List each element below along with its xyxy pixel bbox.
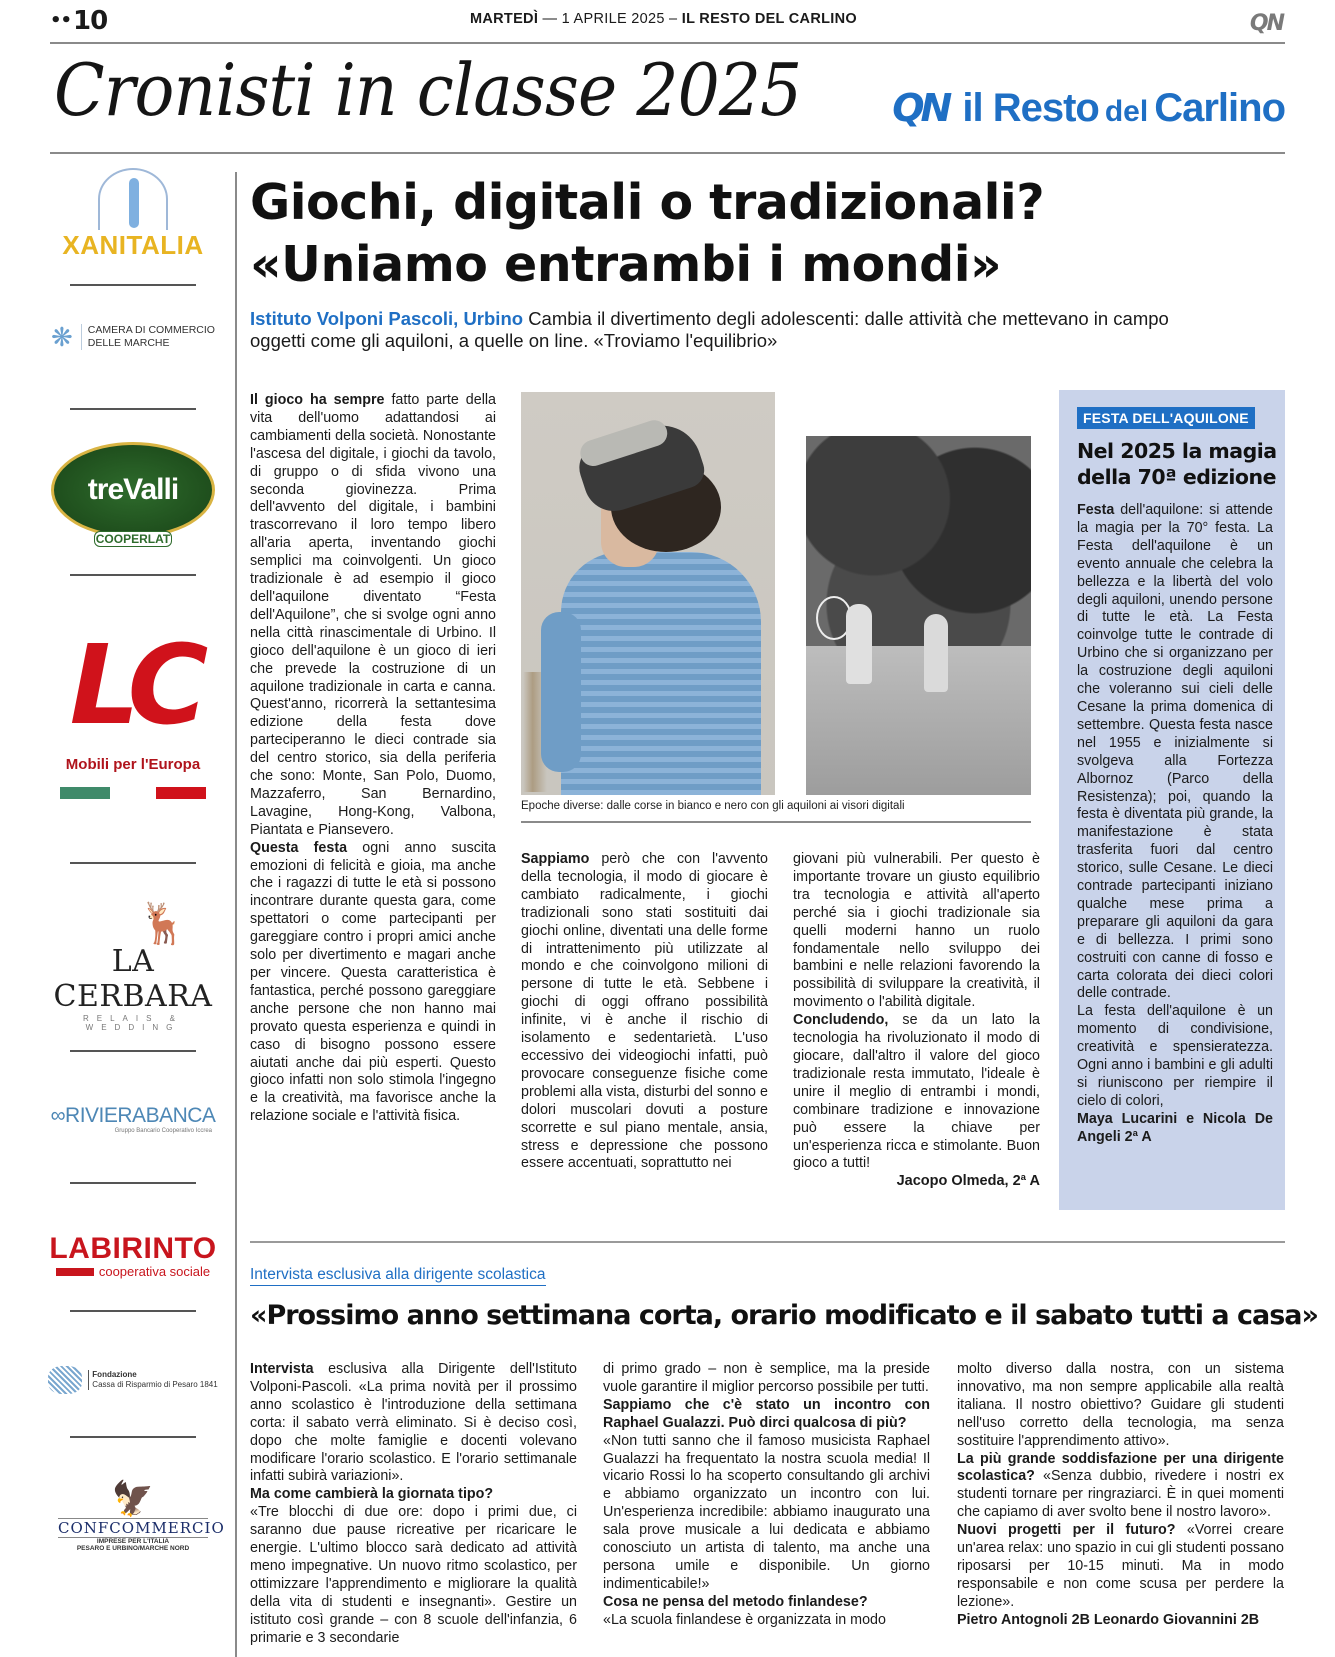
- photo-children-kites: [806, 436, 1031, 795]
- sponsor-subname: COOPERLAT: [95, 532, 171, 546]
- sidebox-body: [1077, 502, 1273, 1147]
- page-number: ••10: [50, 6, 108, 36]
- interview-answer: «La scuola finlandese è organizzata in modo: [603, 1611, 886, 1628]
- paragraph: [1077, 502, 1273, 1003]
- sidebox-tag: FESTA DELL'AQUILONE: [1077, 407, 1255, 429]
- carlino-logo: [892, 86, 1285, 131]
- sponsor-divider: [70, 408, 196, 410]
- paragraph-text: però che con l'avvento della tecnologia, il modo di giocare è cambiato radicalmente, i giochi tradizionali sono stati sostituiti dai giochi online, diventati una delle forme di intrattenimento più utilizzate al mondo e che coinvolgono milioni di persone di tutte le età. Sebbene i giochi di oggi offrano possibilità infinite, vi è anche il rischio di isolamento e sedentarietà. L'uso eccessivo dei videogiochi infatti, può provocare conseguenze fisiche come problemi alla vista, disturbi del sonno e dolori muscolari dovuti a posture scorrette e sul piano mentale, ansia, stress e depressione che possono essere accentuati, soprattutto nei: [521, 851, 768, 1172]
- article-column-3: [793, 851, 1040, 1191]
- fondazione-knot-icon: [48, 1366, 82, 1394]
- sponsor-divider: [70, 1050, 196, 1052]
- paragraph-text: dell'aquilone: si attende la magia per la 70° festa. La Festa dell'aquilone è un evento annuale che celebra la bellezza e la libertà del volo degli aquiloni, unendo persone di tutte le età. La Festa coinvolge tutte le contrade di Urbino che si organizzano per la costruzione degli aquiloni che voleranno sui cieli delle Cesane la prima domenica di settembre. Questa festa nasce nel 1955 e inizialmente si svolgeva alla Fortezza Albornoz (Parco della Resistenza); poi, quando la festa è diventata più grande, la manifestazione è stata trasferita fuori dal centro storico, sulle Cesane. Le dieci contrade partecipanti iniziano qualche mese prima a preparare gli aquiloni da gara e di bellezza. I primi sono costruiti con canne di fosso e carta colorata dei dieci colori delle contrade.: [1077, 502, 1273, 1002]
- sponsor-divider: [70, 1310, 196, 1312]
- sponsor-camera-commercio: [48, 324, 218, 350]
- masthead-rule: [50, 152, 1285, 154]
- interview-answer: «Non tutti sanno che il famoso musicista Raphael Gualazzi ha frequentato la nostra scuola media! Il vicario Rossi lo ha scoperto consultando gli archivi e abbiamo organizzato un incontro con lui. Un'esperienza incredibile: abbiamo inaugurato una sala prove musicale a lui dedicata e abbiamo conosciuto un artista di talento, ma anche una persona umile e disponibile. Un giorno indimenticabile!»: [603, 1432, 930, 1592]
- paragraph: [793, 1012, 1040, 1173]
- masthead: [50, 48, 1285, 148]
- sponsor-divider: [70, 574, 196, 576]
- sponsor-divider: [70, 862, 196, 864]
- sponsor-name: LABIRINTO: [49, 1232, 217, 1265]
- interview-column-1: [250, 1361, 577, 1648]
- top-rule: [50, 42, 1285, 44]
- article-byline: Jacopo Olmeda, 2ª A: [896, 1173, 1040, 1190]
- eagle-icon: 🦅: [111, 1480, 155, 1518]
- article-kicker: Istituto Volponi Pascoli, Urbino: [250, 308, 524, 329]
- photo-shirt: [561, 552, 761, 795]
- sidebar-vertical-rule: [235, 172, 237, 1657]
- sponsor-lc: [48, 621, 218, 799]
- sponsor-xanitalia: [48, 168, 218, 261]
- labirinto-bar: [56, 1268, 94, 1276]
- interview-column-2: [603, 1361, 930, 1630]
- article-subhead: [250, 308, 1170, 352]
- paragraph: [250, 1361, 577, 1486]
- sponsor-subname: IMPRESE PER L'ITALIA: [96, 1538, 170, 1545]
- sponsor-sidebar: [48, 160, 225, 1657]
- paragraph-lead: Concludendo,: [793, 1012, 889, 1029]
- paragraph-text: se da un lato la tecnologia ha rivoluzionato il modo di giocare, dall'altro il valore del gioco tradizionale resta immutato, l'ideale è unire il meglio di entrambi i mondi, combinare tradizione e innovazione può essere la chiave per un'esperienza ricca e stimolante. Buon gioco a tutti!: [793, 1012, 1040, 1172]
- qn-logo-small: QN: [1249, 11, 1283, 36]
- paragraph: [521, 851, 768, 1173]
- sponsor-year: 1841: [199, 1380, 218, 1389]
- photo-caption: Epoche diverse: dalle corse in bianco e nero con gli aquiloni ai visori digitali: [521, 800, 905, 812]
- sponsor-name: Fondazione: [92, 1369, 137, 1379]
- sponsor-subname: cooperativa sociale: [98, 1264, 211, 1279]
- paragraph-lead: Il gioco ha sempre: [250, 392, 385, 408]
- sponsor-subname: Mobili per l'Europa: [65, 756, 201, 773]
- headline-line-2: «Uniamo entrambi i mondi»: [250, 236, 1002, 293]
- sponsor-divider: [70, 1436, 196, 1438]
- newspaper-name: IL RESTO DEL CARLINO: [681, 11, 857, 27]
- xanitalia-figure-icon: [98, 168, 168, 230]
- sponsor-labirinto: [48, 1232, 218, 1279]
- section-rule: [250, 1241, 1285, 1243]
- sponsor-rivierabanca: [48, 1104, 218, 1134]
- interview-question: Nuovi progetti per il futuro?: [957, 1522, 1176, 1539]
- interview-question: Sappiamo che c'è stato un incontro con Raphael Gualazzi. Può dirci qualcosa di più?: [603, 1396, 930, 1431]
- sponsor-la-cerbara: [48, 904, 218, 1032]
- sponsor-trevalli: [48, 442, 218, 546]
- paragraph: La festa dell'aquilone è un momento di condivisione, creatività e spensieratezza. Ogni anno i bambini e gli adulti si riuniscono per riempire il cielo di colori,: [1077, 1003, 1273, 1109]
- sponsor-name: XANITALIA: [62, 230, 204, 260]
- date-sep: —: [542, 11, 562, 27]
- date: 1 APRILE 2025: [561, 11, 665, 27]
- paragraph-text: ogni anno suscita emozioni di felicità e gioia, ma anche che i ragazzi di tutte le età si possono incontrare durante questa gara, come spettatori o come partecipanti per gareggiare contro i propri amici anche solo per divertimento e magari anche per vincere. Questa caratteristica è fantastica, perché possono gareggiare anche persone che non hanno mai provato questa esperienza e quindi in caso di bisogno possono essere aiutati anche dai più esperti. Questo gioco infatti non solo stimola l'ingegno e la creatività, ma favorisce anche la relazione sociale e l'attività fisica.: [250, 839, 496, 1125]
- paragraph-lead: Festa: [1077, 502, 1115, 518]
- interview-byline: Pietro Antognoli 2B Leonardo Giovannini 2B: [957, 1611, 1260, 1628]
- date-sep-2: –: [669, 11, 682, 27]
- paragraph-text: esclusiva alla Dirigente dell'Istituto Volponi-Pascoli. «La prima novità per il prossimo anno scolastico è l'introduzione della settimana corta: il sabato verrà eliminato. Si è deciso così, dopo che molte famiglie e docenti volevano modificare l'orario scolastico. E l'orario settimanale infatti subirà variazioni».: [250, 1361, 577, 1485]
- photo-child-2: [924, 614, 948, 692]
- article-column-2: [521, 851, 768, 1173]
- page-header: [50, 6, 1285, 42]
- interview-question: Cosa ne pensa del metodo finlandese?: [603, 1593, 868, 1610]
- weekday: MARTEDÌ: [470, 11, 539, 27]
- sponsor-name: RIVIERABANCA: [65, 1104, 216, 1127]
- paragraph: [250, 840, 496, 1127]
- interview-answer: «Vorrei creare un'area relax: uno spazio in cui gli studenti possano riposarsi per 10-15 minuti. Ma in modo responsabile e non come scusa per perdere la lezione».: [957, 1522, 1284, 1610]
- sponsor-fondazione: [48, 1366, 218, 1394]
- photo-road: [806, 646, 1031, 795]
- interview-headline: «Prossimo anno settimana corta, orario modificato e il sabato tutti a casa»: [250, 1300, 1318, 1331]
- sponsor-name: treValli: [87, 473, 179, 506]
- sidebox-festa-aquilone: [1059, 390, 1285, 1210]
- sponsor-subname: RELAIS & WEDDING: [82, 1014, 183, 1032]
- sponsor-divider: [70, 284, 196, 286]
- interview-kicker: Intervista esclusiva alla dirigente scolastica: [250, 1266, 546, 1286]
- headline-line-1: Giochi, digitali o tradizionali?: [250, 174, 1045, 231]
- trevalli-logo: [51, 442, 215, 546]
- interview-answer: di primo grado – non è semplice, ma la preside vuole garantire il miglior percorso possibile per tutti.: [603, 1361, 930, 1395]
- interview-answer: «Tre blocchi di due ore: dopo i primi due, ci saranno due pause ricreative per ricaricare le energie. L'ultimo blocco sarà dedicato ad attività meno impegnative. Un nuovo ritmo scolastico, per ottimizzare l'apprendimento e migliorare la qualità della vita di studenti e insegnanti». Gestire un istituto così grande – con 8 scuole dell'infanzia, 6 primarie e 3 secondarie: [250, 1504, 577, 1646]
- sponsor-region: PESARO E URBINO/MARCHE NORD: [76, 1545, 190, 1552]
- interview-answer: molto diverso dalla nostra, con un sistema innovativo, ma non sempre applicabile alla realtà italiana. Il nostro obiettivo? Guidare gli studenti nell'uso corretto della tecnologia, ma senza sostituire l'apprendimento attivo».: [957, 1361, 1284, 1449]
- interview-answer: «Senza dubbio, rivedere i nostri ex studenti tornare per ringraziarci. È in quei momenti che capiamo di aver svolto bene il nostro lavoro».: [957, 1468, 1284, 1521]
- paragraph: [250, 392, 496, 840]
- sponsor-subname: Cassa di Risparmio di Pesaro: [92, 1380, 198, 1389]
- sponsor-name: CAMERA DI COMMERCIO: [87, 324, 215, 337]
- dateline: [470, 11, 857, 27]
- sponsor-subname: DELLE MARCHE: [87, 337, 170, 349]
- photo-boy-vr-headset: [521, 392, 775, 795]
- sponsor-subname: Gruppo Bancario Cooperativo Iccrea: [114, 1128, 212, 1134]
- paragraph: giovani più vulnerabili. Per questo è importante trovare un giusto equilibrio tra tecnologia e attività all'aperto perché sia i giochi tradizionale sia quelli moderni hanno un ruolo fondamentale nello sviluppo dei bambini e nelle relazioni favorendo la possibilità di sviluppare la creatività, il movimento o l'abilità digitale.: [793, 851, 1040, 1011]
- sponsor-confcommercio: [48, 1480, 225, 1552]
- riviera-wave-icon: ∞: [50, 1104, 66, 1127]
- subhead-text: Cambia il divertimento degli adolescenti: dalle attività che mettevano in campo oggetti come gli aquiloni, a quelle on line. «Troviamo l'equilibrio»: [250, 308, 1169, 351]
- camera-knots-icon: ❋: [51, 322, 73, 352]
- brand-il-resto: il Resto: [962, 86, 1099, 130]
- article-column-1: [250, 392, 496, 1126]
- brand-carlino: Carlino: [1154, 86, 1285, 130]
- paragraph-text: fatto parte della vita dell'uomo adattandosi ai cambiamenti della società. Nonostante l'ascesa del digitale, i giochi da tavolo, di gruppo o di sfida vivono una seconda giovinezza. Prima dell'avvento del digitale, i bambini trascorrevano il loro tempo libero all'aria aperta, inventando giochi semplici ma coinvolgenti. Un gioco tradizionale è ad esempio il gioco dell'aquilone diventato “Festa dell'Aquilone”, che si svolge ogni anno nella città rinascimentale di Urbino. Il gioco dell'aquilone è un gioco di ieri che prevede la costruzione di un aquilone tradizionale in carta e canna. Quest'anno, ricorrerà la settantesima edizione della festa dove parteciperanno le dieci contrade sia del centro storico, sia della periferia che sono: Monte, San Polo, Duomo, Mazzaferro, San Bernardino, Lavagine, Hong-Kong, Valbona, Piantata e Piansevero.: [250, 392, 496, 838]
- deer-icon: 🦌: [138, 902, 188, 946]
- brand-del: del: [1104, 95, 1149, 128]
- page-number-value: 10: [73, 6, 108, 36]
- paragraph-lead: Questa festa: [250, 839, 348, 856]
- interview-column-3: [957, 1361, 1284, 1630]
- interview-question: Ma come cambierà la giornata tipo?: [250, 1486, 494, 1503]
- paragraph-lead: Sappiamo: [521, 851, 590, 867]
- qn-logo: QN: [892, 86, 949, 130]
- sponsor-name: LA CERBARA: [53, 944, 213, 1014]
- sidebox-byline: Maya Lucarini e Nicola De Angeli 2ª A: [1077, 1110, 1273, 1145]
- sidebox-title: Nel 2025 la magia della 70ª edizione: [1077, 439, 1277, 489]
- caption-rule: [521, 821, 1031, 823]
- paragraph-lead: Intervista: [250, 1361, 314, 1377]
- section-title: Cronisti in classe 2025: [54, 48, 802, 132]
- article-headline: [250, 172, 1150, 296]
- interview-question: La più grande soddisfazione per una dirigente scolastica?: [957, 1450, 1284, 1485]
- photo-child-1: [846, 604, 872, 684]
- lc-logo: LC: [69, 621, 197, 749]
- sponsor-divider: [70, 1182, 196, 1184]
- italian-flag-icon: [60, 787, 206, 799]
- sponsor-name: CONFCOMMERCIO: [58, 1519, 225, 1537]
